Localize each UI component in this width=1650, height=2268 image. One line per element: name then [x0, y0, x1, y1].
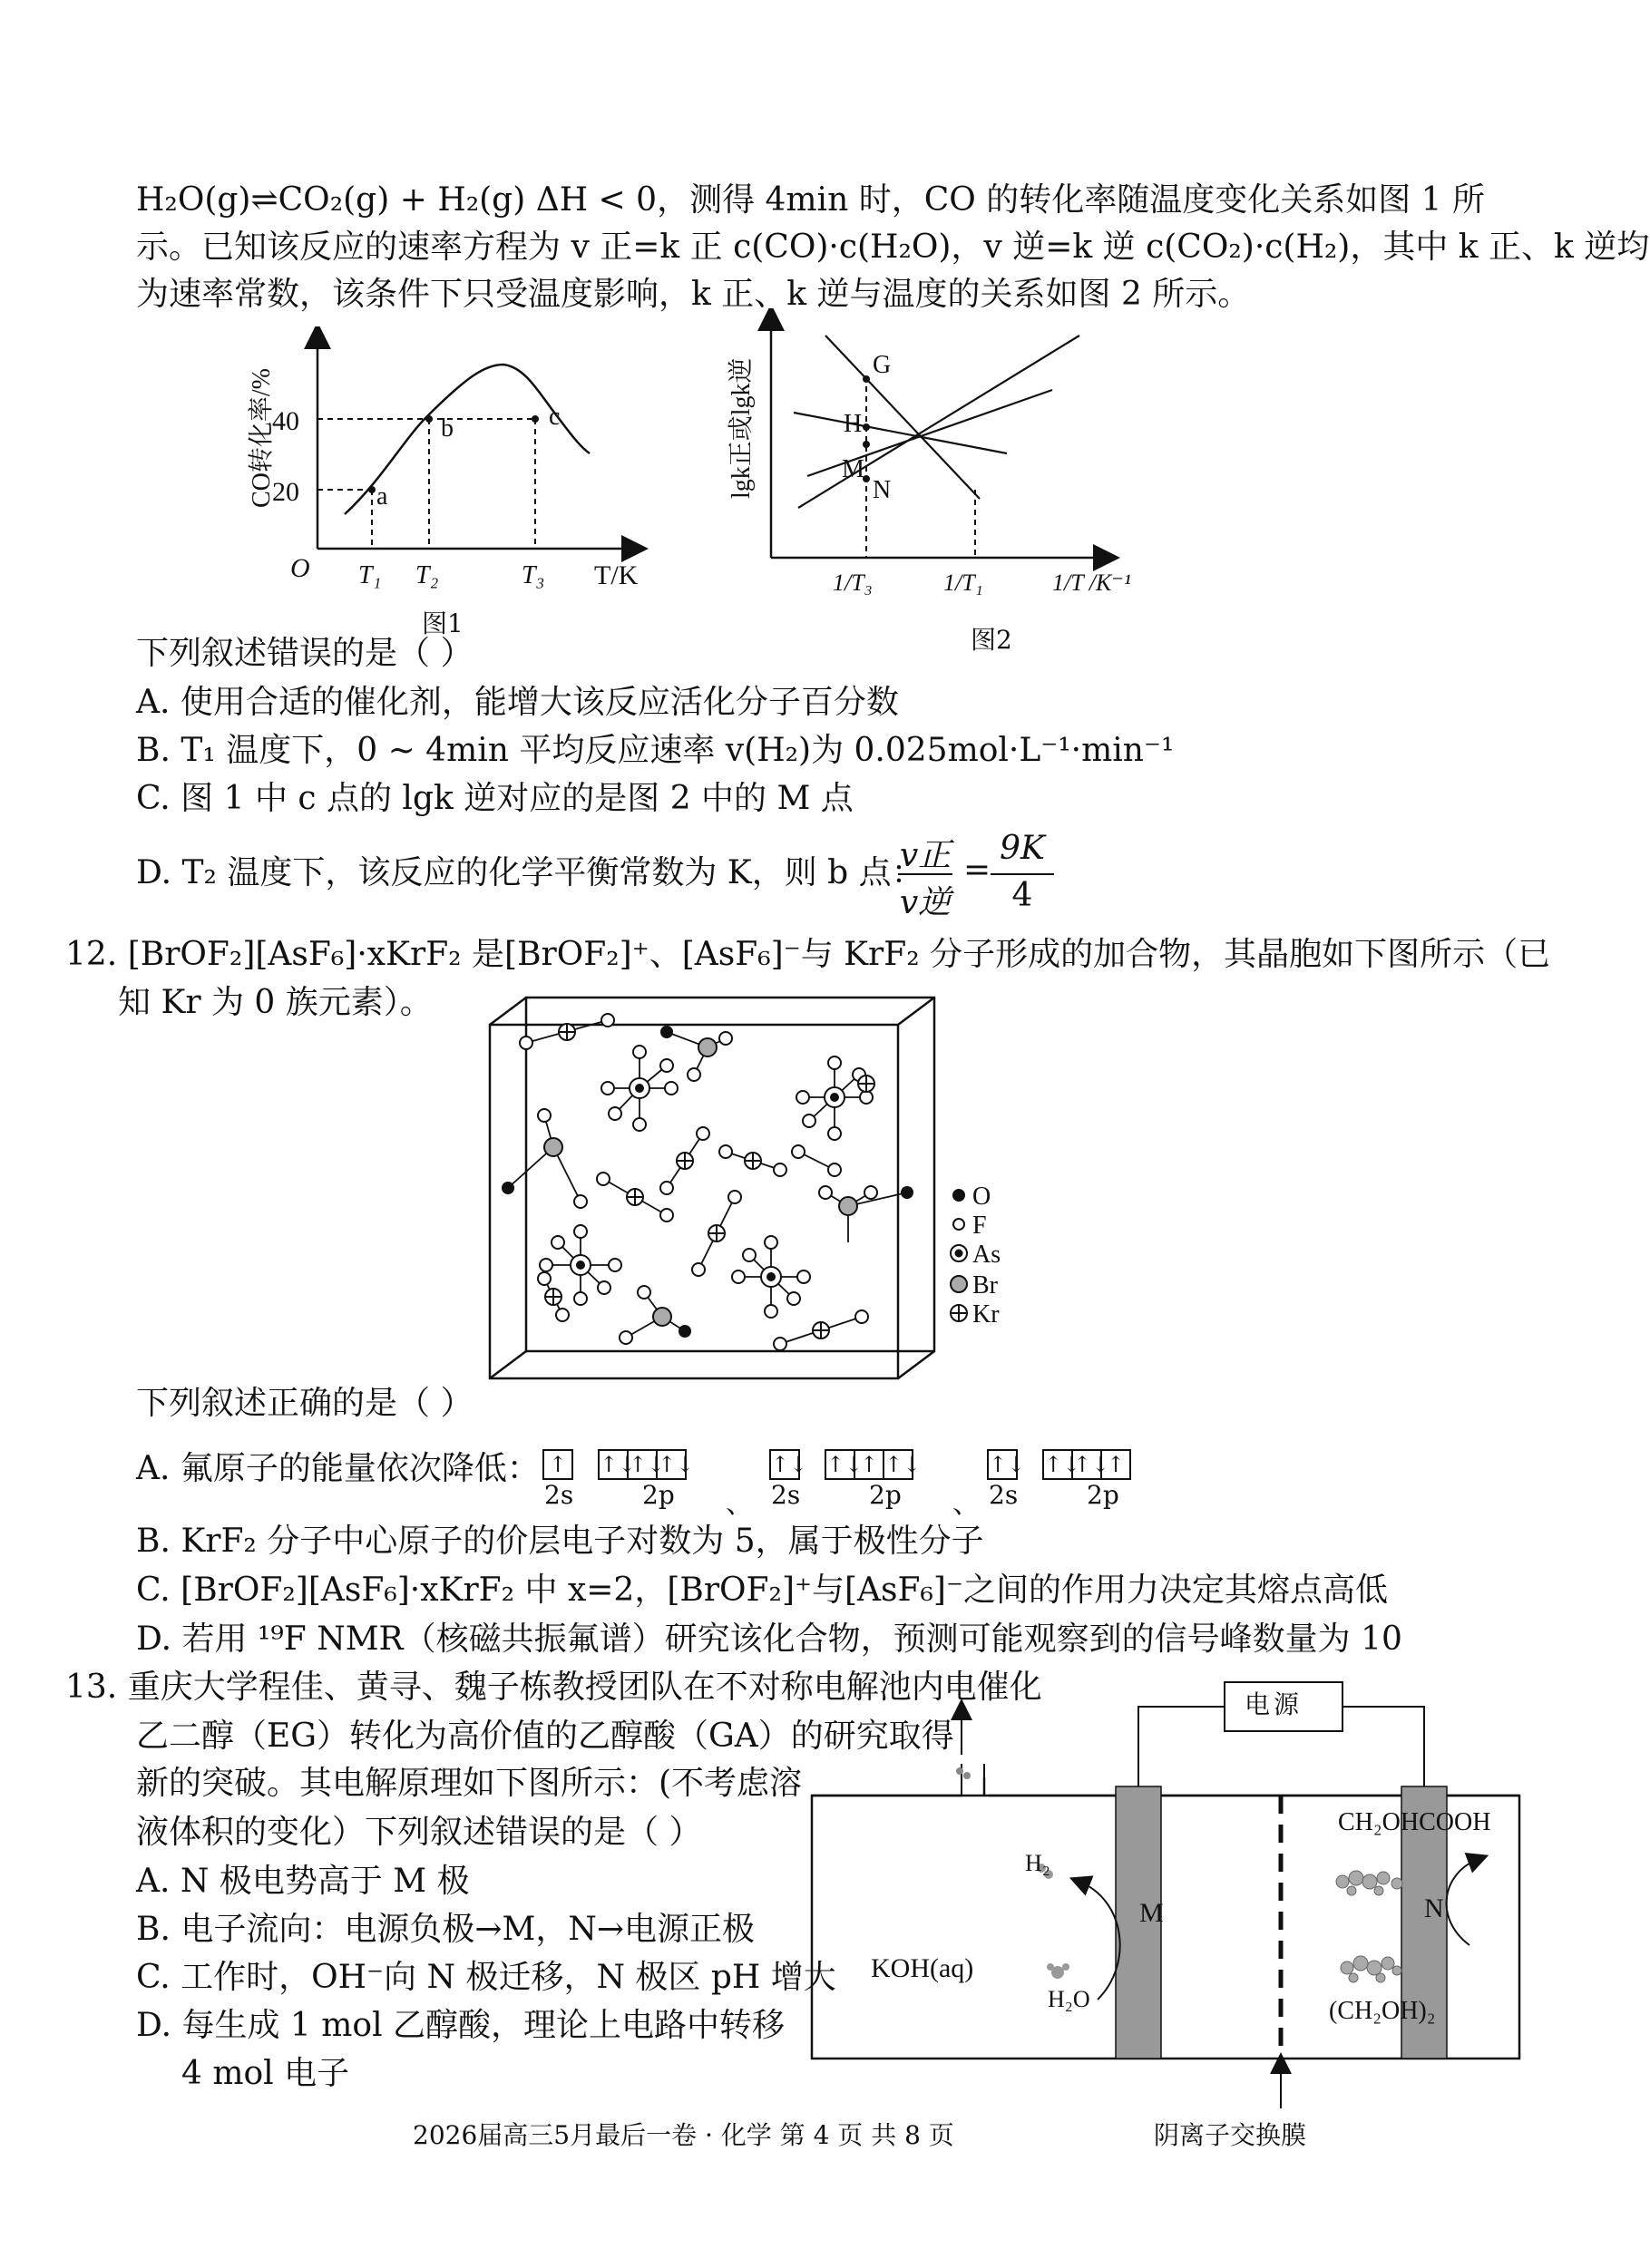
legend-O-marker — [953, 1190, 964, 1201]
q11-option-D: D. T₂ 温度下，该反应的化学平衡常数为 K，则 b 点： — [136, 854, 924, 891]
membrane-label: 阴离子交换膜 — [1154, 2120, 1307, 2150]
orb-sep-1: 、 — [726, 1488, 753, 1520]
q12-option-B: B. KrF₂ 分子中心原子的价层电子对数为 5，属于极性分子 — [136, 1523, 984, 1560]
koh-label: KOH(aq) — [871, 1953, 974, 1983]
q13-line4: 液体积的变化）下列叙述错误的是（ ） — [136, 1814, 702, 1851]
q13-option-C: C. 工作时，OH⁻向 N 极迁移，N 极区 pH 增大 — [136, 1959, 836, 1996]
q11-line2: 示。已知该反应的速率方程为 v 正=k 正 c(CO)·c(H₂O)，v 逆=k 逆 c(CO₂)·c(H₂)，其中 k 正、k 逆均 — [136, 229, 1650, 266]
fig1-ylabel: CO转化率/% — [248, 367, 276, 508]
orbital-group-2: ↑↓ ↑↓↑ ↑↓ — [769, 1449, 913, 1480]
orb1-p-label: 2p — [642, 1480, 675, 1510]
q13-option-A: A. N 极电势高于 M 极 — [136, 1863, 470, 1900]
fig2-label-G: G — [873, 351, 892, 379]
fig2-xtick-2: 1/T₁ — [943, 569, 983, 596]
ethylene-glycol-molecule — [1341, 1956, 1401, 1982]
q11-stem: 下列叙述错误的是（ ） — [136, 635, 474, 672]
product-label: CH₂OHCOOH — [1338, 1808, 1491, 1836]
orb1-s-label: 2s — [544, 1480, 574, 1510]
fig2-caption: 图2 — [971, 625, 1012, 655]
fig1-caption: 图1 — [422, 608, 464, 638]
legend-As: As — [972, 1241, 1001, 1269]
fig2-xtick-1: 1/T₃ — [833, 569, 873, 596]
q11-line3: 为速率常数，该条件下只受温度影响，k 正、k 逆与温度的关系如图 2 所示。 — [136, 276, 1251, 313]
fig2-point-H — [863, 423, 870, 431]
q12-stem: 下列叙述正确的是（ ） — [136, 1385, 474, 1422]
electrode-M-label: M — [1139, 1898, 1164, 1928]
h2o-molecule — [1047, 1963, 1069, 1979]
orb3-p-label: 2p — [1087, 1480, 1119, 1510]
fig1-xlabel: T/K — [594, 560, 639, 590]
fig2-ylabel: lgk正或lgk逆 — [727, 357, 756, 499]
h2-label: H₂ — [1025, 1850, 1050, 1876]
q12-option-C: C. [BrOF₂][AsF₆]·xKrF₂ 中 x=2，[BrOF₂]⁺与[AsF₆]⁻之间的作用力决定其熔点高低 — [136, 1572, 1388, 1609]
legend-F-marker — [953, 1219, 964, 1230]
q13-line3: 新的突破。其电解原理如下图所示：(不考虑溶 — [136, 1765, 803, 1802]
fig1-label-b: b — [441, 414, 454, 443]
q12-option-A: A. 氟原子的能量依次降低： — [136, 1450, 540, 1487]
fig1-point-b — [425, 415, 433, 423]
orb3-s-label: 2s — [989, 1480, 1019, 1510]
orbital-group-1: ↑ ↑↓↑↓↑↓ — [542, 1449, 687, 1480]
q11-option-A: A. 使用合适的催化剂，能增大该反应活化分子百分数 — [136, 684, 899, 721]
legend-Kr: Kr — [972, 1300, 1000, 1329]
fig1-xtick-T3: T₃ — [522, 561, 545, 589]
orb-sep-2: 、 — [952, 1488, 980, 1520]
q13-option-B: B. 电子流向：电源负极→M，N→电源正极 — [136, 1911, 756, 1948]
legend-Br-marker — [951, 1276, 967, 1292]
legend-Br: Br — [972, 1271, 998, 1299]
q12-line1: 12. [BrOF₂][AsF₆]·xKrF₂ 是[BrOF₂]⁺、[AsF₆]⁻与 KrF₂ 分子形成的加合物，其晶胞如下图所示（已 — [65, 936, 1551, 973]
q13-option-D-cont: 4 mol 电子 — [181, 2055, 350, 2092]
q13-option-D: D. 每生成 1 mol 乙醇酸，理论上电路中转移 — [136, 2007, 786, 2044]
fig1-point-c — [532, 415, 539, 423]
fig1-label-c: c — [549, 403, 561, 431]
q11-option-C: C. 图 1 中 c 点的 lgk 逆对应的是图 2 中的 M 点 — [136, 780, 854, 817]
fig2-label-M: M — [842, 455, 864, 483]
orb2-s-label: 2s — [771, 1480, 801, 1510]
fig2-line-3 — [794, 413, 1007, 453]
fig2-point-G — [863, 375, 870, 383]
q13-line1: 13. 重庆大学程佳、黄寻、魏子栋教授团队在不对称电解池内电催化 — [65, 1669, 1042, 1706]
fig1-point-a — [368, 486, 376, 493]
fig1-ytick-40: 40 — [272, 406, 299, 436]
q13-line2: 乙二醇（EG）转化为高价值的乙醇酸（GA）的研究取得 — [136, 1718, 954, 1755]
power-source-label: 电源 — [1245, 1689, 1303, 1719]
fig1-ytick-20: 20 — [272, 477, 299, 507]
fig2-label-H: H — [844, 410, 863, 438]
glycolic-acid-molecule — [1336, 1871, 1402, 1895]
reactant-label: (CH₂OH)₂ — [1329, 1997, 1436, 2025]
electrode-N-label: N — [1424, 1893, 1444, 1923]
q12-line2: 知 Kr 为 0 族元素）。 — [118, 984, 433, 1021]
fig1-label-a: a — [376, 482, 388, 511]
fig1-xtick-T2: T₂ — [415, 561, 439, 589]
fig2-point-M — [863, 441, 870, 448]
q12-option-D: D. 若用 ¹⁹F NMR（核磁共振氟谱）研究该化合物，预测可能观察到的信号峰数量为 10 — [136, 1621, 1402, 1658]
crystal-cell — [481, 988, 989, 1387]
q11-option-B: B. T₁ 温度下，0 ~ 4min 平均反应速率 v(H₂)为 0.025mol·L⁻¹·min⁻¹ — [136, 732, 1175, 769]
orb2-p-label: 2p — [869, 1480, 902, 1510]
page-footer: 2026届高三5月最后一卷 · 化学 第 4 页 共 8 页 — [413, 2120, 954, 2150]
fig1-origin: O — [290, 553, 310, 583]
legend-F: F — [972, 1212, 987, 1240]
orbital-group-3: ↑↓ ↑↓↑↓↑ — [987, 1449, 1131, 1480]
fig2-label-N: N — [873, 476, 892, 504]
fig2-xlabel: 1/T /K⁻¹ — [1052, 569, 1131, 596]
q11-line1: H₂O(g)⇌CO₂(g) + H₂(g) ΔH < 0，测得 4min 时，CO 的转化率随温度变化关系如图 1 所 — [136, 181, 1485, 219]
h2o-label: H₂O — [1048, 1986, 1090, 2012]
fig1-xtick-T1: T₁ — [358, 561, 382, 589]
legend-O: O — [972, 1183, 991, 1211]
